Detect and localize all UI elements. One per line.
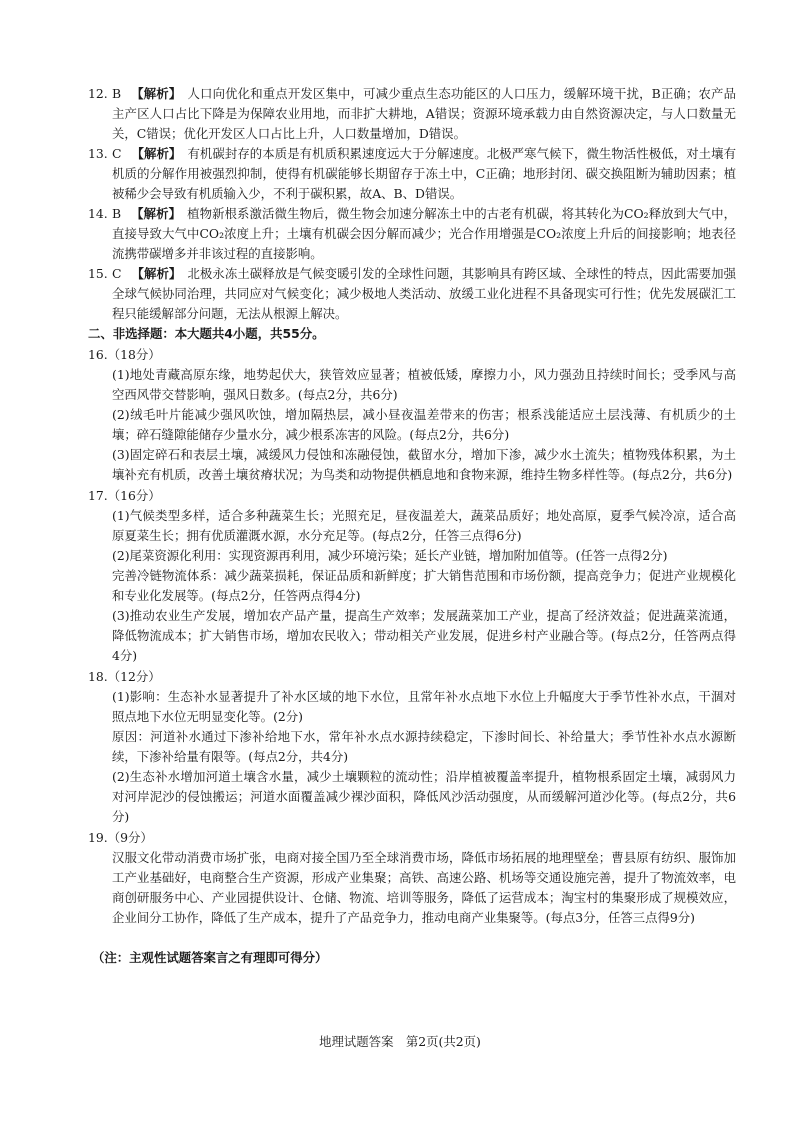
answer-part: 汉服文化带动消费市场扩张，电商对接全国乃至全球消费市场，降低市场拓展的地理壁垒；曹县原有纺织、服饰加工产业基础好，电商整合生产资源，形成产业集聚；高铁、高速公路、机场等交通设施完善，提升了物流效率，电商创研服务中心、产业园提供设计、仓储、物流、培训等服务，降低了运营成本；淘宝村的集聚形成了规模效应，企业间分工协作，降低了生产成本，提升了产品竞争力，推动电商产业集聚等。(每点3分，任答三点得9分) <box>112 850 736 925</box>
item-answer: B <box>112 206 122 221</box>
answer-part: 原因：河道补水通过下渗补给地下水，常年补水点水源持续稳定，下渗时间长、补给量大；季节性补水点水源断续，下渗补给量有限等。(每点2分，共4分) <box>112 729 736 764</box>
analysis-text: 有机碳封存的本质是有机质积累速度远大于分解速度。北极严寒气候下，微生物活性极低，对土壤有机质的分解作用被强烈抑制，使得有机碳能够长期留存于冻土中，C正确；地形封闭、碳交换阻断为辅助因素；植被稀少会导致有机质输入少，不利于碳积累，故A、B、D错误。 <box>112 146 737 201</box>
item-number: 14. <box>88 206 108 221</box>
answer-part: (1)影响：生态补水显著提升了补水区域的地下水位，且常年补水点地下水位上升幅度大于季节性补水点，干涸对照点地下水位无明显变化等。(2分) <box>112 689 736 724</box>
answer-item-15 <box>88 264 736 324</box>
answer-part: (2)生态补水增加河道土壤含水量，减少土壤颗粒的流动性；沿岸植被覆盖率提升，植物根系固定土壤，减弱风力对河岸泥沙的侵蚀搬运；河道水面覆盖减少裸沙面积，降低风沙活动强度，从而缓解河道沙化等。(每点2分，共6分) <box>112 769 736 824</box>
answer-part: (3)推动农业生产发展，增加农产品产量，提高生产效率；发展蔬菜加工产业，提高了经济效益；促进蔬菜流通，降低物流成本；扩大销售市场，增加农民收入；带动相关产业发展，促进乡村产业融合等。(每点2分，任答两点得4分) <box>112 608 736 663</box>
question-19 <box>88 828 736 928</box>
question-head: 18.（12分） <box>88 669 161 684</box>
item-answer: C <box>112 266 122 281</box>
question-16 <box>88 345 736 485</box>
answer-part: (1)气候类型多样，适合多种蔬菜生长；光照充足，昼夜温差大，蔬菜品质好；地处高原，夏季气候冷凉，适合高原夏菜生长；拥有优质灌溉水源，水分充足等。(每点2分，任答三点得6分) <box>112 508 736 543</box>
answer-item-12 <box>88 84 736 144</box>
answer-item-14 <box>88 204 736 264</box>
grading-note: （注：主观性试题答案言之有理即可得分） <box>92 950 328 965</box>
item-number: 13. <box>88 146 108 161</box>
question-18 <box>88 667 736 827</box>
item-number: 15. <box>88 266 108 281</box>
question-17 <box>88 486 736 666</box>
question-head: 17.（16分） <box>88 488 161 503</box>
analysis-text: 人口向优化和重点开发区集中，可减少重点生态功能区的人口压力，缓解环境干扰，B正确；农产品主产区人口占比下降是为保障农业用地，而非扩大耕地，A错误；资源环境承载力由自然资源决定，与人口数量无关，C错误；优化开发区人口占比上升，人口数量增加，D错误。 <box>112 86 736 141</box>
answer-part: (2)绒毛叶片能减少强风吹蚀，增加隔热层，减小昼夜温差带来的伤害；根系浅能适应土层浅薄、有机质少的土壤；碎石缝隙能储存少量水分，减少根系冻害的风险。(每点2分，共6分) <box>112 407 736 442</box>
analysis-tag: 【解析】 <box>131 86 182 101</box>
page-footer: 地理试题答案 第2页(共2页) <box>319 1034 481 1049</box>
analysis-text: 植物新根系激活微生物后，微生物会加速分解冻土中的古老有机碳，将其转化为CO₂释放到大气中，直接导致大气中CO₂浓度上升；土壤有机碳会因分解而减少；光合作用增强是CO₂浓度上升后的间接影响；地表径流携带碳增多并非该过程的直接影响。 <box>112 206 736 261</box>
answer-item-13 <box>88 144 736 204</box>
answer-part: 完善冷链物流体系：减少蔬菜损耗，保证品质和新鲜度；扩大销售范围和市场份额，提高竞争力；促进产业规模化和专业化发展等。(每点2分，任答两点得4分) <box>112 568 736 603</box>
analysis-tag: 【解析】 <box>131 266 182 281</box>
answer-part: (3)固定碎石和表层土壤，减缓风力侵蚀和冻融侵蚀，截留水分，增加下渗，减少水土流失；植物残体积累，为土壤补充有机质，改善土壤贫瘠状况；为鸟类和动物提供栖息地和食物来源，维持生物多样性等。(每点2分，共6分) <box>112 447 736 482</box>
question-head: 19.（9分） <box>88 830 153 845</box>
answer-part: (2)尾菜资源化利用：实现资源再利用，减少环境污染；延长产业链，增加附加值等。(任答一点得2分) <box>112 548 668 563</box>
item-answer: B <box>112 86 122 101</box>
section-title: 二、非选择题：本大题共4小题，共55分。 <box>88 326 325 341</box>
analysis-tag: 【解析】 <box>131 146 182 161</box>
question-head: 16.（18分） <box>88 347 161 362</box>
analysis-tag: 【解析】 <box>131 206 182 221</box>
answer-content <box>88 84 736 980</box>
answer-part: (1)地处青藏高原东缘，地势起伏大，狭管效应显著；植被低矮，摩擦力小，风力强劲且持续时间长；受季风与高空西风带交替影响，强风日数多。(每点2分，共6分) <box>112 367 736 402</box>
analysis-text: 北极永冻土碳释放是气候变暖引发的全球性问题，其影响具有跨区域、全球性的特点，因此需要加强全球气候协同治理，共同应对气候变化；减少极地人类活动、放缓工业化进程不具备现实可行性；优先发展碳汇工程只能缓解部分问题，无法从根源上解决。 <box>112 266 737 321</box>
item-number: 12. <box>88 86 108 101</box>
item-answer: C <box>112 146 122 161</box>
